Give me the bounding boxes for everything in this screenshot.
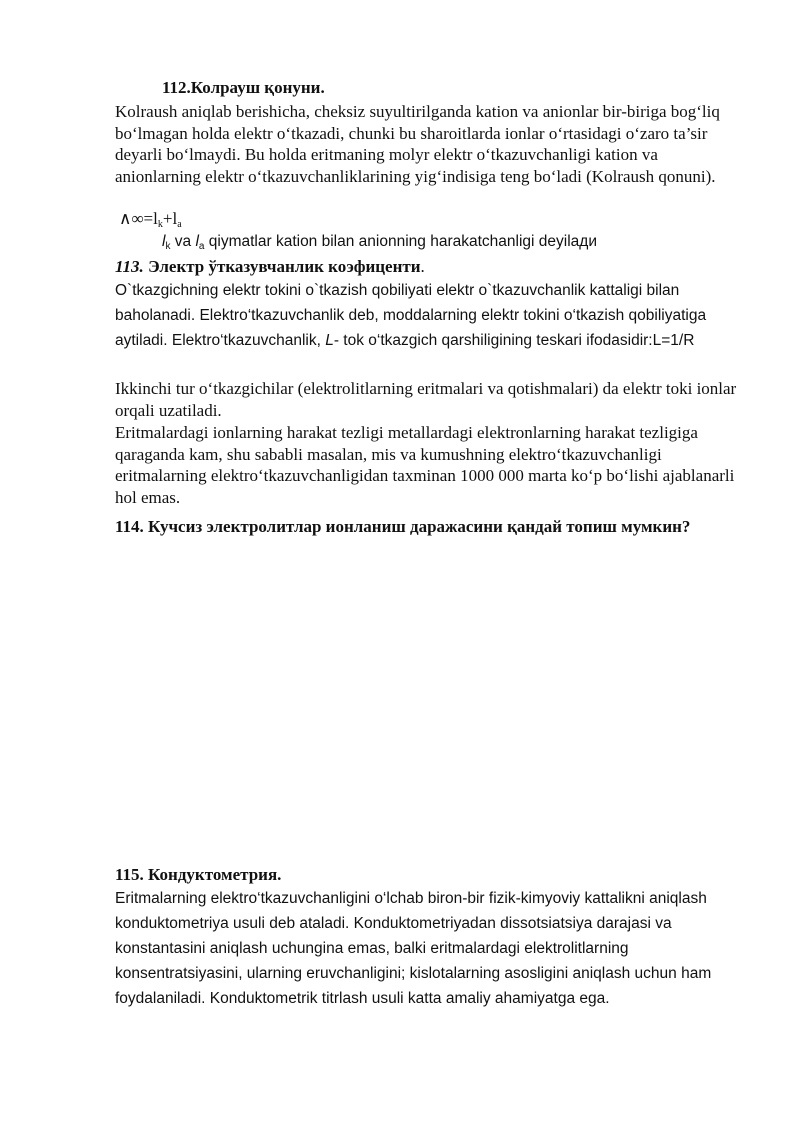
heading-115: 115. Кондуктометрия. [115,865,282,884]
symbol-l: l [162,233,166,250]
para-text: O`tkazgichning elektr tokini o`tkazish qobiliyati elektr o`tkazuvchanlik kattaligi bilan baholanadi. Elektro‘tkazuvchanlik deb, moddalarning elektr tokini o‘tkazish qobiliyatiga aytiladi. Elektro‘tkazuvchanlik, [115,282,707,349]
heading-113-dot: . [420,257,425,276]
heading-113 [115,256,745,278]
paragraph-113-second-type: Ikkinchi tur o‘tkazgichilar (elektrolitlarning eritmalari va qotishmalari) da elektr toki ionlar orqali uzatiladi. [115,379,737,420]
symbol-sub: a [198,241,205,252]
formula-sub: k [157,219,163,230]
mobility-note [162,229,792,254]
formula-kohlrausch [119,208,749,230]
note-text: va [170,233,196,250]
formula-part: ∧∞=l [119,209,158,228]
formula-part: +l [162,209,178,228]
symbol-l: l [195,233,199,250]
heading-113-number: 113. [115,257,144,276]
formula-sub: a [177,219,182,230]
heading-113-title: Электр ўтказувчанлик коэфиценти [143,257,421,276]
symbol-L: L [325,332,334,349]
para-text: - tok o‘tkazgich qarshiligining teskari ifodasidir:L=1/R [333,332,695,349]
symbol-sub: k [165,241,171,252]
paragraph-113-ion-speed: Eritmalardagi ionlarning harakat tezligi metallardagi elektronlarning harakat tezligiga qaraganda kam, shu sababli masalan, mis va kumushning elektro‘tkazuvchanligi eritmalarning elektro‘tkazuvchanligidan taxminan 1000 000 marta ko‘p bo‘lishi ajablanarli hol emas. [115,423,735,507]
note-text: qiymatlar kation bilan anionning harakatchanligi deyilади [204,233,597,250]
paragraph-113-conductance [115,278,745,353]
heading-114: 114. Кучсиз электролитлар ионланиш даражасини қандай топиш мумкин? [115,517,691,536]
paragraph-115: Eritmalarning elektro‘tkazuvchanligini o‘lchab biron-bir fizik-kimyoviy kattalikni aniqlash konduktometriya usuli deb ataladi. Konduktometriyadan dissotsiatsiya darajasi va konstantasini aniqlash uchungina emas, balki eritmalardagi elektrolitlarning konsentratsiyasini, ularning eruvchanligini; kislotalarning asosligini aniqlash uchun ham foydalaniladi. Konduktometrik titrlash usuli katta amaliy ahamiyatga ega. [115,890,712,1007]
heading-112 [162,77,792,99]
heading-112-text: 112.Колрауш қонуни. [162,78,325,97]
paragraph-112: Kolraush aniqlab berishicha, cheksiz suyultirilganda kation va anionlar bir-biriga bog‘liq bo‘lmagan holda elektr o‘tkazadi, chunki bu sharoitlarda ionlar o‘rtasidagi o‘zaro ta’sir deyarli bo‘lmaydi. Bu holda eritmaning molyr elektr o‘tkazuvchanligi kation va anionlarning elektr o‘tkazuvchanliklarining yig‘indisiga teng bo‘ladi (Kolraush qonuni). [115,102,720,186]
